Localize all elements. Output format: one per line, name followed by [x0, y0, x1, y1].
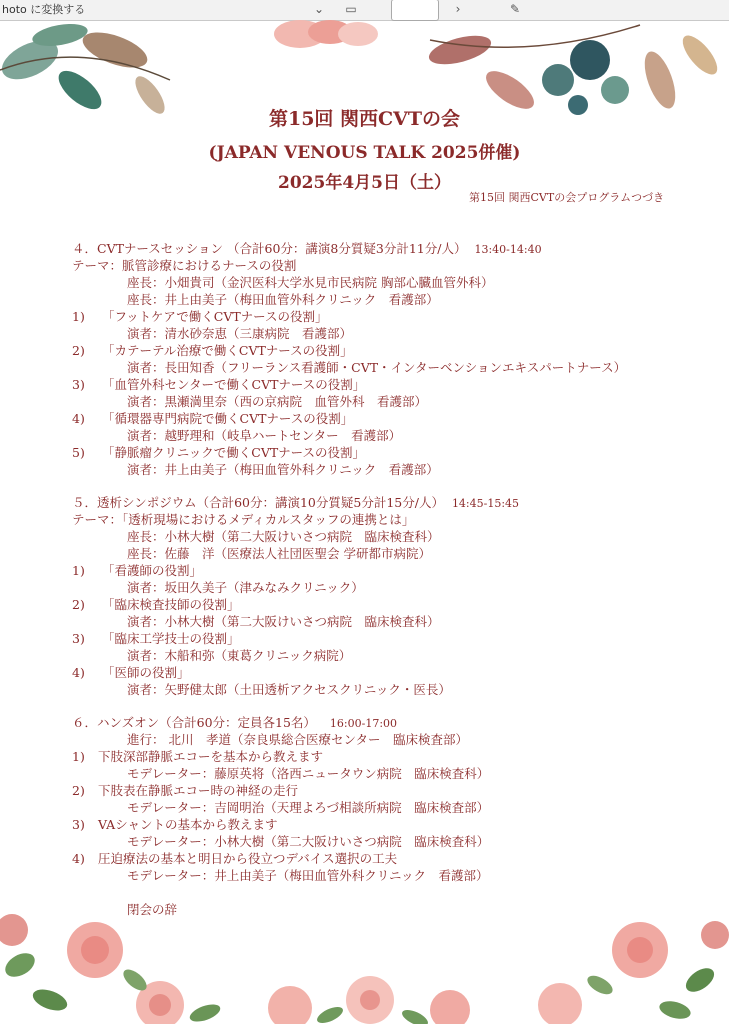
section5-item4-speaker: 演者：矢野健太郎（土田透析アクセスクリニック・医長） — [127, 682, 451, 697]
section5-time: 14:45-15:45 — [451, 497, 520, 510]
section6-time: 16:00-17:00 — [329, 717, 398, 730]
section5-item4-number: 4) — [72, 665, 85, 680]
section6-item3-number: 3) — [72, 817, 85, 832]
convert-label[interactable]: hoto に変換する — [2, 3, 86, 16]
section4-time: 13:40-14:40 — [474, 243, 542, 256]
section6-item1-title: 下肢深部静脈エコーを基本から教えます — [98, 749, 324, 764]
section6-item2-title: 下肢表在静脈エコー時の神経の走行 — [98, 783, 299, 798]
section4-chair1: 座長：小畑貴司（金沢医科大学氷見市民病院 胸部心臓血管外科） — [127, 275, 494, 290]
section6-item4-title: 圧迫療法の基本と明日から役立つデバイス選択の工夫 — [98, 851, 398, 866]
section4-title: ４．CVTナースセッション （合計60分：講演8分質疑3分計11分/人） — [72, 241, 467, 256]
section4-item3-number: 3) — [72, 377, 85, 392]
section5-item1-title: 「看護師の役割」 — [102, 563, 203, 578]
section5-heading — [72, 495, 519, 512]
section5-item3-speaker: 演者：木船和弥（東葛クリニック病院） — [127, 648, 352, 663]
section4-item1-speaker: 演者：清水砂奈恵（三康病院 看護部） — [127, 326, 353, 341]
section6-item2-number: 2) — [72, 783, 85, 798]
section4-item4-number: 4) — [72, 411, 85, 426]
section4-item2-number: 2) — [72, 343, 85, 358]
section5-title: ５．透析シンポジウム（合計60分：講演10分質疑5分計15分/人） — [72, 495, 444, 510]
section6-item4-speaker: モデレーター：井上由美子（梅田血管外科クリニック 看護部） — [127, 868, 489, 883]
section5-item2-title: 「臨床検査技師の役割」 — [102, 597, 240, 612]
section4-item5-number: 5) — [72, 445, 85, 460]
section6-item4-number: 4) — [72, 851, 85, 866]
closing-remarks: 閉会の辞 — [127, 902, 178, 917]
section4-item2-speaker: 演者：長田知香（フリーランス看護師・CVT・インターベンションエキスパートナース） — [127, 360, 627, 375]
section4-chair2: 座長：井上由美子（梅田血管外科クリニック 看護部） — [127, 292, 439, 307]
section5-item4-title: 「医師の役割」 — [102, 665, 190, 680]
event-date: 2025年4月5日（土） — [278, 173, 451, 193]
roses-bottom-right-decoration — [500, 905, 729, 1024]
section5-item2-speaker: 演者：小林大樹（第二大阪けいさつ病院 臨床検査科） — [127, 614, 440, 629]
page-icon[interactable]: ▭ — [345, 2, 357, 16]
section6-title: ６．ハンズオン（合計60分：定員各15名） — [72, 715, 316, 730]
page-number-input[interactable] — [391, 0, 439, 21]
section4-item1-title: 「フットケアで働くCVTナースの役割」 — [102, 309, 328, 324]
section4-item4-title: 「循環器専門病院で働くCVTナースの役割」 — [102, 411, 354, 426]
section5-item1-speaker: 演者：坂田久美子（津みなみクリニック） — [127, 580, 364, 595]
section5-theme: テーマ：「透析現場におけるメディカルスタッフの連携とは」 — [72, 512, 415, 527]
section5-item1-number: 1) — [72, 563, 85, 578]
event-subtitle: (JAPAN VENOUS TALK 2025併催) — [208, 143, 521, 163]
section5-chair2: 座長：佐藤 洋（医療法人社団医聖会 学研都市病院） — [127, 546, 431, 561]
section6-lead: 進行： 北川 孝道（奈良県総合医療センター 臨床検査部） — [127, 732, 468, 747]
section4-item4-speaker: 演者：越野理和（岐阜ハートセンター 看護部） — [127, 428, 402, 443]
section5-item2-number: 2) — [72, 597, 85, 612]
section5-item3-number: 3) — [72, 631, 85, 646]
section5-chair1: 座長：小林大樹（第二大阪けいさつ病院 臨床検査科） — [127, 529, 440, 544]
toolbar — [0, 0, 729, 21]
section6-item1-speaker: モデレーター：藤原英将（洛西ニュータウン病院 臨床検査科） — [127, 766, 490, 781]
section4-item5-speaker: 演者：井上由美子（梅田血管外科クリニック 看護部） — [127, 462, 439, 477]
section4-item1-number: 1) — [72, 309, 85, 324]
section6-item2-speaker: モデレーター：吉岡明治（天理よろづ相談所病院 臨床検査部） — [127, 800, 490, 815]
chevron-right-icon[interactable]: › — [455, 2, 461, 16]
program-continued-label: 第15回 関西CVTの会プログラムつづき — [469, 191, 665, 204]
chevron-icon[interactable]: ⌄ — [313, 2, 325, 16]
section4-heading — [72, 241, 542, 258]
section4-item3-speaker: 演者：黒瀬満里奈（西の京病院 血管外科 看護部） — [127, 394, 428, 409]
section6-item3-title: VAシャントの基本から教えます — [98, 817, 278, 832]
section6-item1-number: 1) — [72, 749, 85, 764]
section6-item3-speaker: モデレーター：小林大樹（第二大阪けいさつ病院 臨床検査科） — [127, 834, 490, 849]
section6-heading — [72, 715, 397, 732]
flower-top-center-decoration — [270, 20, 390, 60]
roses-bottom-center-decoration — [250, 960, 500, 1024]
section4-item3-title: 「血管外科センターで働くCVTナースの役割」 — [102, 377, 366, 392]
section5-item3-title: 「臨床工学技士の役割」 — [102, 631, 240, 646]
section4-item5-title: 「静脈瘤クリニックで働くCVTナースの役割」 — [102, 445, 366, 460]
tool-icon[interactable]: ✎ — [509, 2, 521, 16]
roses-bottom-left-decoration — [0, 905, 250, 1024]
section4-item2-title: 「カテーテル治療で働くCVTナースの役割」 — [102, 343, 353, 358]
event-title: 第15回 関西CVTの会 — [268, 108, 461, 130]
section4-theme: テーマ：脈管診療におけるナースの役割 — [72, 258, 297, 273]
